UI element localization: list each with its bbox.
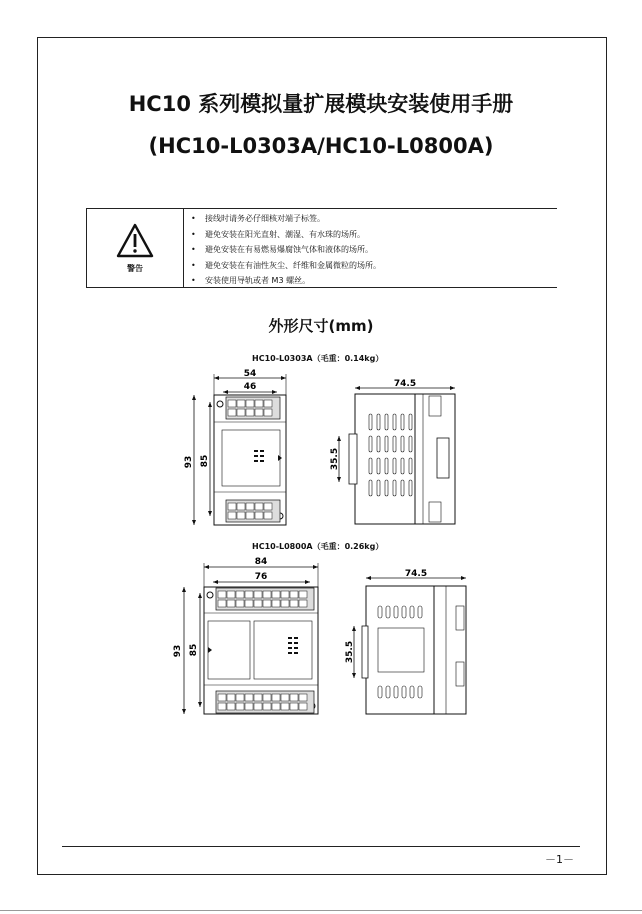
warning-icon-cell bbox=[87, 209, 184, 287]
warning-item: • 避免安装在有油性灰尘、纤维和金属微粒的场所。 bbox=[191, 260, 381, 270]
page-bottom-edge bbox=[0, 910, 642, 911]
figure-caption-l0303a: HC10-L0303A（毛重：0.14kg） bbox=[252, 354, 384, 363]
dim-height-inner: 85 bbox=[189, 643, 199, 657]
document-subtitle: (HC10-L0303A/HC10-L0800A) bbox=[148, 134, 494, 158]
warning-label: 警告 bbox=[127, 264, 143, 273]
page-number: －1－ bbox=[545, 853, 574, 866]
dim-rail: 35.5 bbox=[330, 447, 340, 471]
figure-caption-l0800a: HC10-L0800A（毛重：0.26kg） bbox=[252, 542, 384, 551]
warning-item: • 安装使用导轨或者 M3 螺丝。 bbox=[191, 276, 311, 285]
dim-height-outer: 93 bbox=[173, 644, 183, 658]
dim-height-inner: 85 bbox=[200, 454, 210, 468]
side-view-l0800a bbox=[344, 566, 474, 718]
warning-item: • 避免安装在有易燃易爆腐蚀气体和液体的场所。 bbox=[191, 245, 373, 254]
dim-depth: 74.5 bbox=[393, 379, 417, 389]
section-title: 外形尺寸(mm) bbox=[268, 317, 374, 335]
warning-list bbox=[191, 211, 381, 289]
dim-height-outer: 93 bbox=[184, 455, 194, 469]
warning-item: • 避免安装在阳光直射、潮湿、有水珠的场所。 bbox=[191, 229, 365, 239]
warning-triangle-icon bbox=[116, 223, 154, 259]
page-frame bbox=[37, 37, 607, 875]
warning-item: • 接线时请务必仔细核对端子标签。 bbox=[191, 214, 325, 223]
dim-width-outer: 54 bbox=[243, 369, 257, 379]
side-view-l0303a bbox=[330, 376, 463, 528]
dim-width-inner: 76 bbox=[254, 572, 268, 582]
dim-width-outer: 84 bbox=[254, 557, 268, 567]
front-view-l0303a bbox=[180, 364, 295, 528]
warning-box bbox=[86, 208, 557, 288]
dim-depth: 74.5 bbox=[404, 569, 428, 579]
dim-width-inner: 46 bbox=[243, 382, 257, 392]
dim-rail: 35.5 bbox=[345, 640, 355, 664]
front-view-l0800a bbox=[170, 553, 325, 718]
footer-rule bbox=[62, 846, 580, 847]
document-title: HC10 系列模拟量扩展模块安装使用手册 bbox=[128, 92, 514, 116]
